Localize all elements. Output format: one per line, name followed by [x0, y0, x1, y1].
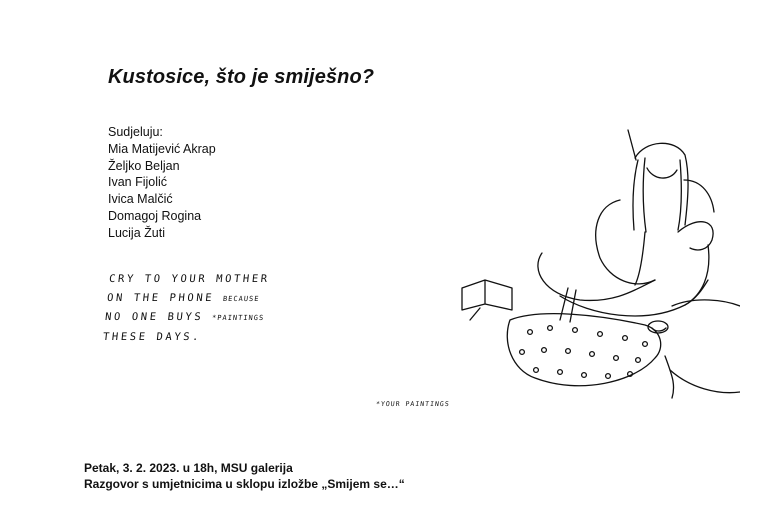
note-text: ON THE PHONE: [106, 291, 215, 304]
note-text: NO ONE BUYS: [104, 311, 204, 323]
note-small-text: *PAINTINGS: [211, 314, 265, 322]
note-line: [106, 289, 269, 309]
note-small-text: BECAUSE: [222, 294, 260, 303]
participant-name: Ivan Fijolić: [108, 175, 168, 190]
participant-name: Željko Beljan: [108, 158, 180, 173]
participant-name: Domagoj Rogina: [108, 208, 202, 223]
person-sitting-illustration: [440, 120, 740, 420]
participant-name: Ivica Malčić: [108, 192, 173, 207]
participants-heading: Sudjeluju:: [108, 125, 163, 139]
illustration-footnote: *YOUR PAINTINGS: [375, 400, 451, 408]
participant-name: Lucija Žuti: [108, 225, 165, 240]
participants-list: [108, 124, 216, 242]
page-title: Kustosice, što je smiješno?: [108, 66, 375, 88]
event-description: Razgovor s umjetnicima u sklopu izložbe „Smijem se…“: [84, 477, 405, 491]
note-line: [104, 308, 267, 328]
participant-name: Mia Matijević Akrap: [108, 141, 216, 156]
event-info: [84, 460, 405, 492]
handwritten-note: [102, 270, 271, 346]
note-line: THESE DAYS.: [102, 330, 202, 343]
event-date-location: Petak, 3. 2. 2023. u 18h, MSU galerija: [84, 461, 293, 475]
note-line: CRY TO YOUR MOTHER: [108, 273, 271, 285]
